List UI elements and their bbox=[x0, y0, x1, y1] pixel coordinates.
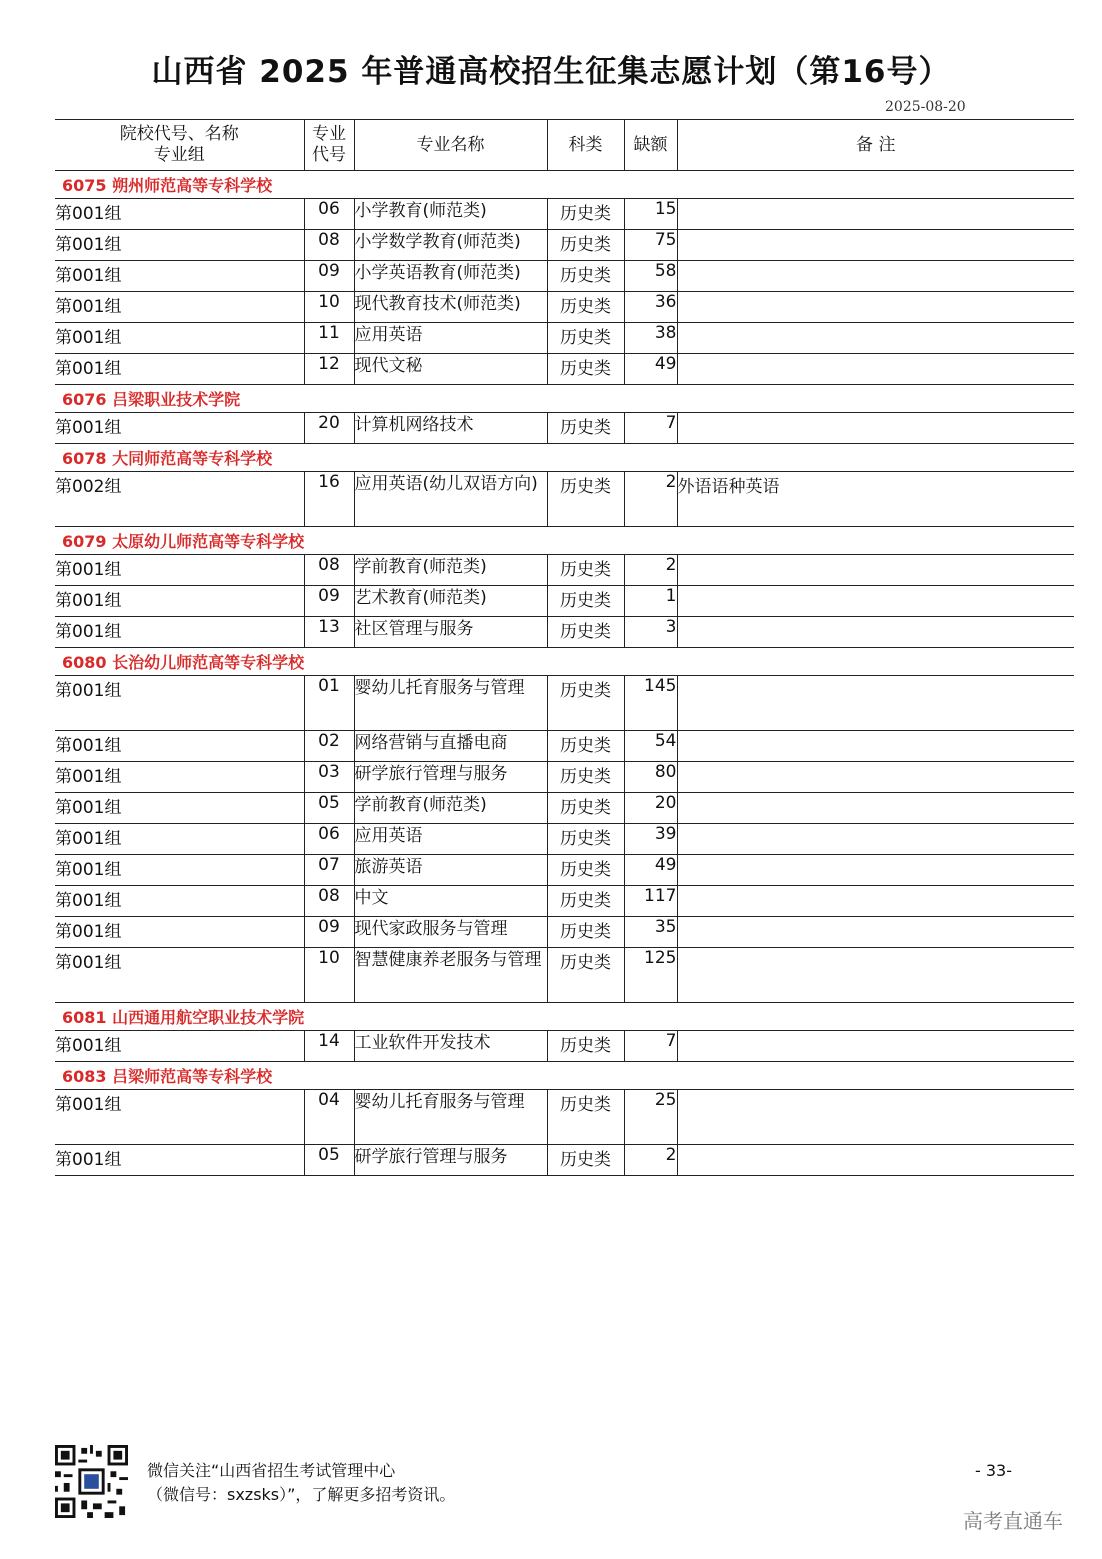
group-cell: 第001组 bbox=[55, 793, 304, 824]
major-code-cell: 09 bbox=[304, 917, 354, 948]
category-cell: 历史类 bbox=[547, 855, 624, 886]
major-code-cell: 02 bbox=[304, 731, 354, 762]
major-name-cell: 网络营销与直播电商 bbox=[354, 731, 547, 762]
group-cell: 第001组 bbox=[55, 586, 304, 617]
major-code-cell: 06 bbox=[304, 199, 354, 230]
remark-cell bbox=[677, 731, 1074, 762]
category-cell: 历史类 bbox=[547, 886, 624, 917]
remark-cell bbox=[677, 555, 1074, 586]
school-header-row bbox=[55, 1062, 1074, 1090]
category-cell: 历史类 bbox=[547, 261, 624, 292]
major-code-cell: 04 bbox=[304, 1090, 354, 1145]
group-cell: 第001组 bbox=[55, 199, 304, 230]
footer-line-2: （微信号：sxzsks）”，了解更多招考资讯。 bbox=[147, 1485, 456, 1504]
remark-cell bbox=[677, 886, 1074, 917]
major-code-cell: 10 bbox=[304, 948, 354, 1003]
remark-cell: 外语语种英语 bbox=[677, 472, 1074, 527]
table-row bbox=[55, 261, 1074, 292]
group-cell: 第001组 bbox=[55, 917, 304, 948]
remark-cell bbox=[677, 199, 1074, 230]
remark-cell bbox=[677, 292, 1074, 323]
major-name-cell: 智慧健康养老服务与管理 bbox=[354, 948, 547, 1003]
footer-line-1: 微信关注“山西省招生考试管理中心 bbox=[147, 1461, 396, 1480]
enrollment-plan-table bbox=[55, 119, 1074, 1176]
major-code-cell: 08 bbox=[304, 230, 354, 261]
publish-date: 2025-08-20 bbox=[885, 99, 966, 115]
major-code-cell: 03 bbox=[304, 762, 354, 793]
category-cell: 历史类 bbox=[547, 230, 624, 261]
category-cell: 历史类 bbox=[547, 199, 624, 230]
school-header-row bbox=[55, 527, 1074, 555]
group-cell: 第001组 bbox=[55, 354, 304, 385]
table-row bbox=[55, 617, 1074, 648]
group-cell: 第001组 bbox=[55, 948, 304, 1003]
major-name-cell: 研学旅行管理与服务 bbox=[354, 762, 547, 793]
vacancy-count-cell: 39 bbox=[624, 824, 677, 855]
group-cell: 第001组 bbox=[55, 855, 304, 886]
category-cell: 历史类 bbox=[547, 824, 624, 855]
vacancy-count-cell: 3 bbox=[624, 617, 677, 648]
vacancy-count-cell: 49 bbox=[624, 855, 677, 886]
vacancy-count-cell: 58 bbox=[624, 261, 677, 292]
group-cell: 第001组 bbox=[55, 413, 304, 444]
major-code-cell: 07 bbox=[304, 855, 354, 886]
school-name: 6076 吕梁职业技术学院 bbox=[55, 385, 1074, 413]
table-row bbox=[55, 1031, 1074, 1062]
remark-cell bbox=[677, 586, 1074, 617]
remark-cell bbox=[677, 793, 1074, 824]
major-name-cell: 学前教育(师范类) bbox=[354, 555, 547, 586]
major-code-cell: 09 bbox=[304, 586, 354, 617]
qr-code-icon bbox=[55, 1445, 128, 1518]
group-cell: 第001组 bbox=[55, 292, 304, 323]
group-cell: 第001组 bbox=[55, 323, 304, 354]
table-row bbox=[55, 586, 1074, 617]
major-code-cell: 08 bbox=[304, 886, 354, 917]
category-cell: 历史类 bbox=[547, 731, 624, 762]
major-name-cell: 学前教育(师范类) bbox=[354, 793, 547, 824]
vacancy-count-cell: 2 bbox=[624, 472, 677, 527]
table-row bbox=[55, 855, 1074, 886]
major-code-cell: 16 bbox=[304, 472, 354, 527]
table-row bbox=[55, 762, 1074, 793]
group-cell: 第001组 bbox=[55, 230, 304, 261]
table-row bbox=[55, 1145, 1074, 1176]
table-row bbox=[55, 731, 1074, 762]
group-cell: 第001组 bbox=[55, 261, 304, 292]
category-cell: 历史类 bbox=[547, 1090, 624, 1145]
table-header-row bbox=[55, 120, 1074, 171]
major-code-cell: 11 bbox=[304, 323, 354, 354]
header-vacancies: 缺额 bbox=[624, 120, 677, 171]
table-row bbox=[55, 413, 1074, 444]
group-cell: 第001组 bbox=[55, 1145, 304, 1176]
major-code-cell: 05 bbox=[304, 1145, 354, 1176]
category-cell: 历史类 bbox=[547, 323, 624, 354]
school-name: 6075 朔州师范高等专科学校 bbox=[55, 171, 1074, 199]
school-header-row bbox=[55, 444, 1074, 472]
vacancy-count-cell: 145 bbox=[624, 676, 677, 731]
category-cell: 历史类 bbox=[547, 354, 624, 385]
remark-cell bbox=[677, 1090, 1074, 1145]
category-cell: 历史类 bbox=[547, 793, 624, 824]
table-row bbox=[55, 292, 1074, 323]
school-name: 6079 太原幼儿师范高等专科学校 bbox=[55, 527, 1074, 555]
remark-cell bbox=[677, 948, 1074, 1003]
vacancy-count-cell: 2 bbox=[624, 555, 677, 586]
vacancy-count-cell: 2 bbox=[624, 1145, 677, 1176]
major-code-cell: 20 bbox=[304, 413, 354, 444]
group-cell: 第001组 bbox=[55, 886, 304, 917]
major-name-cell: 婴幼儿托育服务与管理 bbox=[354, 676, 547, 731]
remark-cell bbox=[677, 1145, 1074, 1176]
vacancy-count-cell: 80 bbox=[624, 762, 677, 793]
school-header-row bbox=[55, 1003, 1074, 1031]
major-code-cell: 08 bbox=[304, 555, 354, 586]
major-name-cell: 小学教育(师范类) bbox=[354, 199, 547, 230]
vacancy-count-cell: 7 bbox=[624, 413, 677, 444]
major-name-cell: 现代教育技术(师范类) bbox=[354, 292, 547, 323]
category-cell: 历史类 bbox=[547, 292, 624, 323]
remark-cell bbox=[677, 261, 1074, 292]
page-number: - 33- bbox=[975, 1461, 1012, 1480]
header-major-code bbox=[304, 120, 354, 171]
major-name-cell: 婴幼儿托育服务与管理 bbox=[354, 1090, 547, 1145]
major-name-cell: 小学数学教育(师范类) bbox=[354, 230, 547, 261]
group-cell: 第001组 bbox=[55, 617, 304, 648]
remark-cell bbox=[677, 762, 1074, 793]
table-row bbox=[55, 230, 1074, 261]
major-name-cell: 小学英语教育(师范类) bbox=[354, 261, 547, 292]
category-cell: 历史类 bbox=[547, 586, 624, 617]
header-category: 科类 bbox=[547, 120, 624, 171]
major-code-cell: 05 bbox=[304, 793, 354, 824]
vacancy-count-cell: 35 bbox=[624, 917, 677, 948]
header-school-group-label: 院校代号、名称 专业组 bbox=[119, 124, 239, 165]
vacancy-count-cell: 117 bbox=[624, 886, 677, 917]
table-row bbox=[55, 676, 1074, 731]
major-code-cell: 09 bbox=[304, 261, 354, 292]
major-name-cell: 应用英语 bbox=[354, 824, 547, 855]
major-name-cell: 研学旅行管理与服务 bbox=[354, 1145, 547, 1176]
category-cell: 历史类 bbox=[547, 472, 624, 527]
remark-cell bbox=[677, 824, 1074, 855]
remark-cell bbox=[677, 917, 1074, 948]
vacancy-count-cell: 36 bbox=[624, 292, 677, 323]
category-cell: 历史类 bbox=[547, 676, 624, 731]
major-name-cell: 应用英语(幼儿双语方向) bbox=[354, 472, 547, 527]
table-row bbox=[55, 323, 1074, 354]
vacancy-count-cell: 1 bbox=[624, 586, 677, 617]
major-name-cell: 中文 bbox=[354, 886, 547, 917]
group-cell: 第001组 bbox=[55, 676, 304, 731]
table-row bbox=[55, 824, 1074, 855]
vacancy-count-cell: 25 bbox=[624, 1090, 677, 1145]
major-name-cell: 应用英语 bbox=[354, 323, 547, 354]
school-header-row bbox=[55, 385, 1074, 413]
vacancy-count-cell: 49 bbox=[624, 354, 677, 385]
major-code-cell: 13 bbox=[304, 617, 354, 648]
major-code-cell: 06 bbox=[304, 824, 354, 855]
remark-cell bbox=[677, 230, 1074, 261]
major-code-cell: 01 bbox=[304, 676, 354, 731]
category-cell: 历史类 bbox=[547, 555, 624, 586]
major-name-cell: 计算机网络技术 bbox=[354, 413, 547, 444]
header-major-code-label: 专业 代号 bbox=[312, 124, 346, 165]
vacancy-count-cell: 7 bbox=[624, 1031, 677, 1062]
remark-cell bbox=[677, 855, 1074, 886]
remark-cell bbox=[677, 354, 1074, 385]
group-cell: 第001组 bbox=[55, 731, 304, 762]
vacancy-count-cell: 54 bbox=[624, 731, 677, 762]
header-school-group bbox=[55, 120, 304, 171]
watermark-text: 高考直通车 bbox=[963, 1509, 1063, 1533]
school-name: 6078 大同师范高等专科学校 bbox=[55, 444, 1074, 472]
major-code-cell: 12 bbox=[304, 354, 354, 385]
footer-wechat-notice bbox=[147, 1459, 455, 1507]
vacancy-count-cell: 38 bbox=[624, 323, 677, 354]
header-remarks: 备 注 bbox=[677, 120, 1074, 171]
category-cell: 历史类 bbox=[547, 617, 624, 648]
category-cell: 历史类 bbox=[547, 413, 624, 444]
group-cell: 第002组 bbox=[55, 472, 304, 527]
group-cell: 第001组 bbox=[55, 555, 304, 586]
vacancy-count-cell: 15 bbox=[624, 199, 677, 230]
major-name-cell: 现代文秘 bbox=[354, 354, 547, 385]
vacancy-count-cell: 75 bbox=[624, 230, 677, 261]
major-code-cell: 10 bbox=[304, 292, 354, 323]
table-row bbox=[55, 199, 1074, 230]
category-cell: 历史类 bbox=[547, 948, 624, 1003]
vacancy-count-cell: 125 bbox=[624, 948, 677, 1003]
vacancy-count-cell: 20 bbox=[624, 793, 677, 824]
page-title: 山西省 2025 年普通高校招生征集志愿计划（第16号） bbox=[151, 54, 951, 90]
school-header-row bbox=[55, 648, 1074, 676]
remark-cell bbox=[677, 323, 1074, 354]
major-name-cell: 艺术教育(师范类) bbox=[354, 586, 547, 617]
major-name-cell: 旅游英语 bbox=[354, 855, 547, 886]
major-name-cell: 社区管理与服务 bbox=[354, 617, 547, 648]
header-major-name: 专业名称 bbox=[354, 120, 547, 171]
table-body bbox=[55, 171, 1074, 1176]
category-cell: 历史类 bbox=[547, 1145, 624, 1176]
major-name-cell: 工业软件开发技术 bbox=[354, 1031, 547, 1062]
table-row bbox=[55, 793, 1074, 824]
remark-cell bbox=[677, 676, 1074, 731]
school-header-row bbox=[55, 171, 1074, 199]
category-cell: 历史类 bbox=[547, 917, 624, 948]
group-cell: 第001组 bbox=[55, 1031, 304, 1062]
category-cell: 历史类 bbox=[547, 1031, 624, 1062]
school-name: 6083 吕梁师范高等专科学校 bbox=[55, 1062, 1074, 1090]
table-row bbox=[55, 555, 1074, 586]
major-code-cell: 14 bbox=[304, 1031, 354, 1062]
table-row bbox=[55, 1090, 1074, 1145]
group-cell: 第001组 bbox=[55, 1090, 304, 1145]
group-cell: 第001组 bbox=[55, 824, 304, 855]
category-cell: 历史类 bbox=[547, 762, 624, 793]
group-cell: 第001组 bbox=[55, 762, 304, 793]
school-name: 6081 山西通用航空职业技术学院 bbox=[55, 1003, 1074, 1031]
school-name: 6080 长治幼儿师范高等专科学校 bbox=[55, 648, 1074, 676]
major-name-cell: 现代家政服务与管理 bbox=[354, 917, 547, 948]
remark-cell bbox=[677, 1031, 1074, 1062]
table-row bbox=[55, 886, 1074, 917]
table-row bbox=[55, 948, 1074, 1003]
remark-cell bbox=[677, 617, 1074, 648]
table-row bbox=[55, 472, 1074, 527]
table-row bbox=[55, 917, 1074, 948]
table-row bbox=[55, 354, 1074, 385]
remark-cell bbox=[677, 413, 1074, 444]
